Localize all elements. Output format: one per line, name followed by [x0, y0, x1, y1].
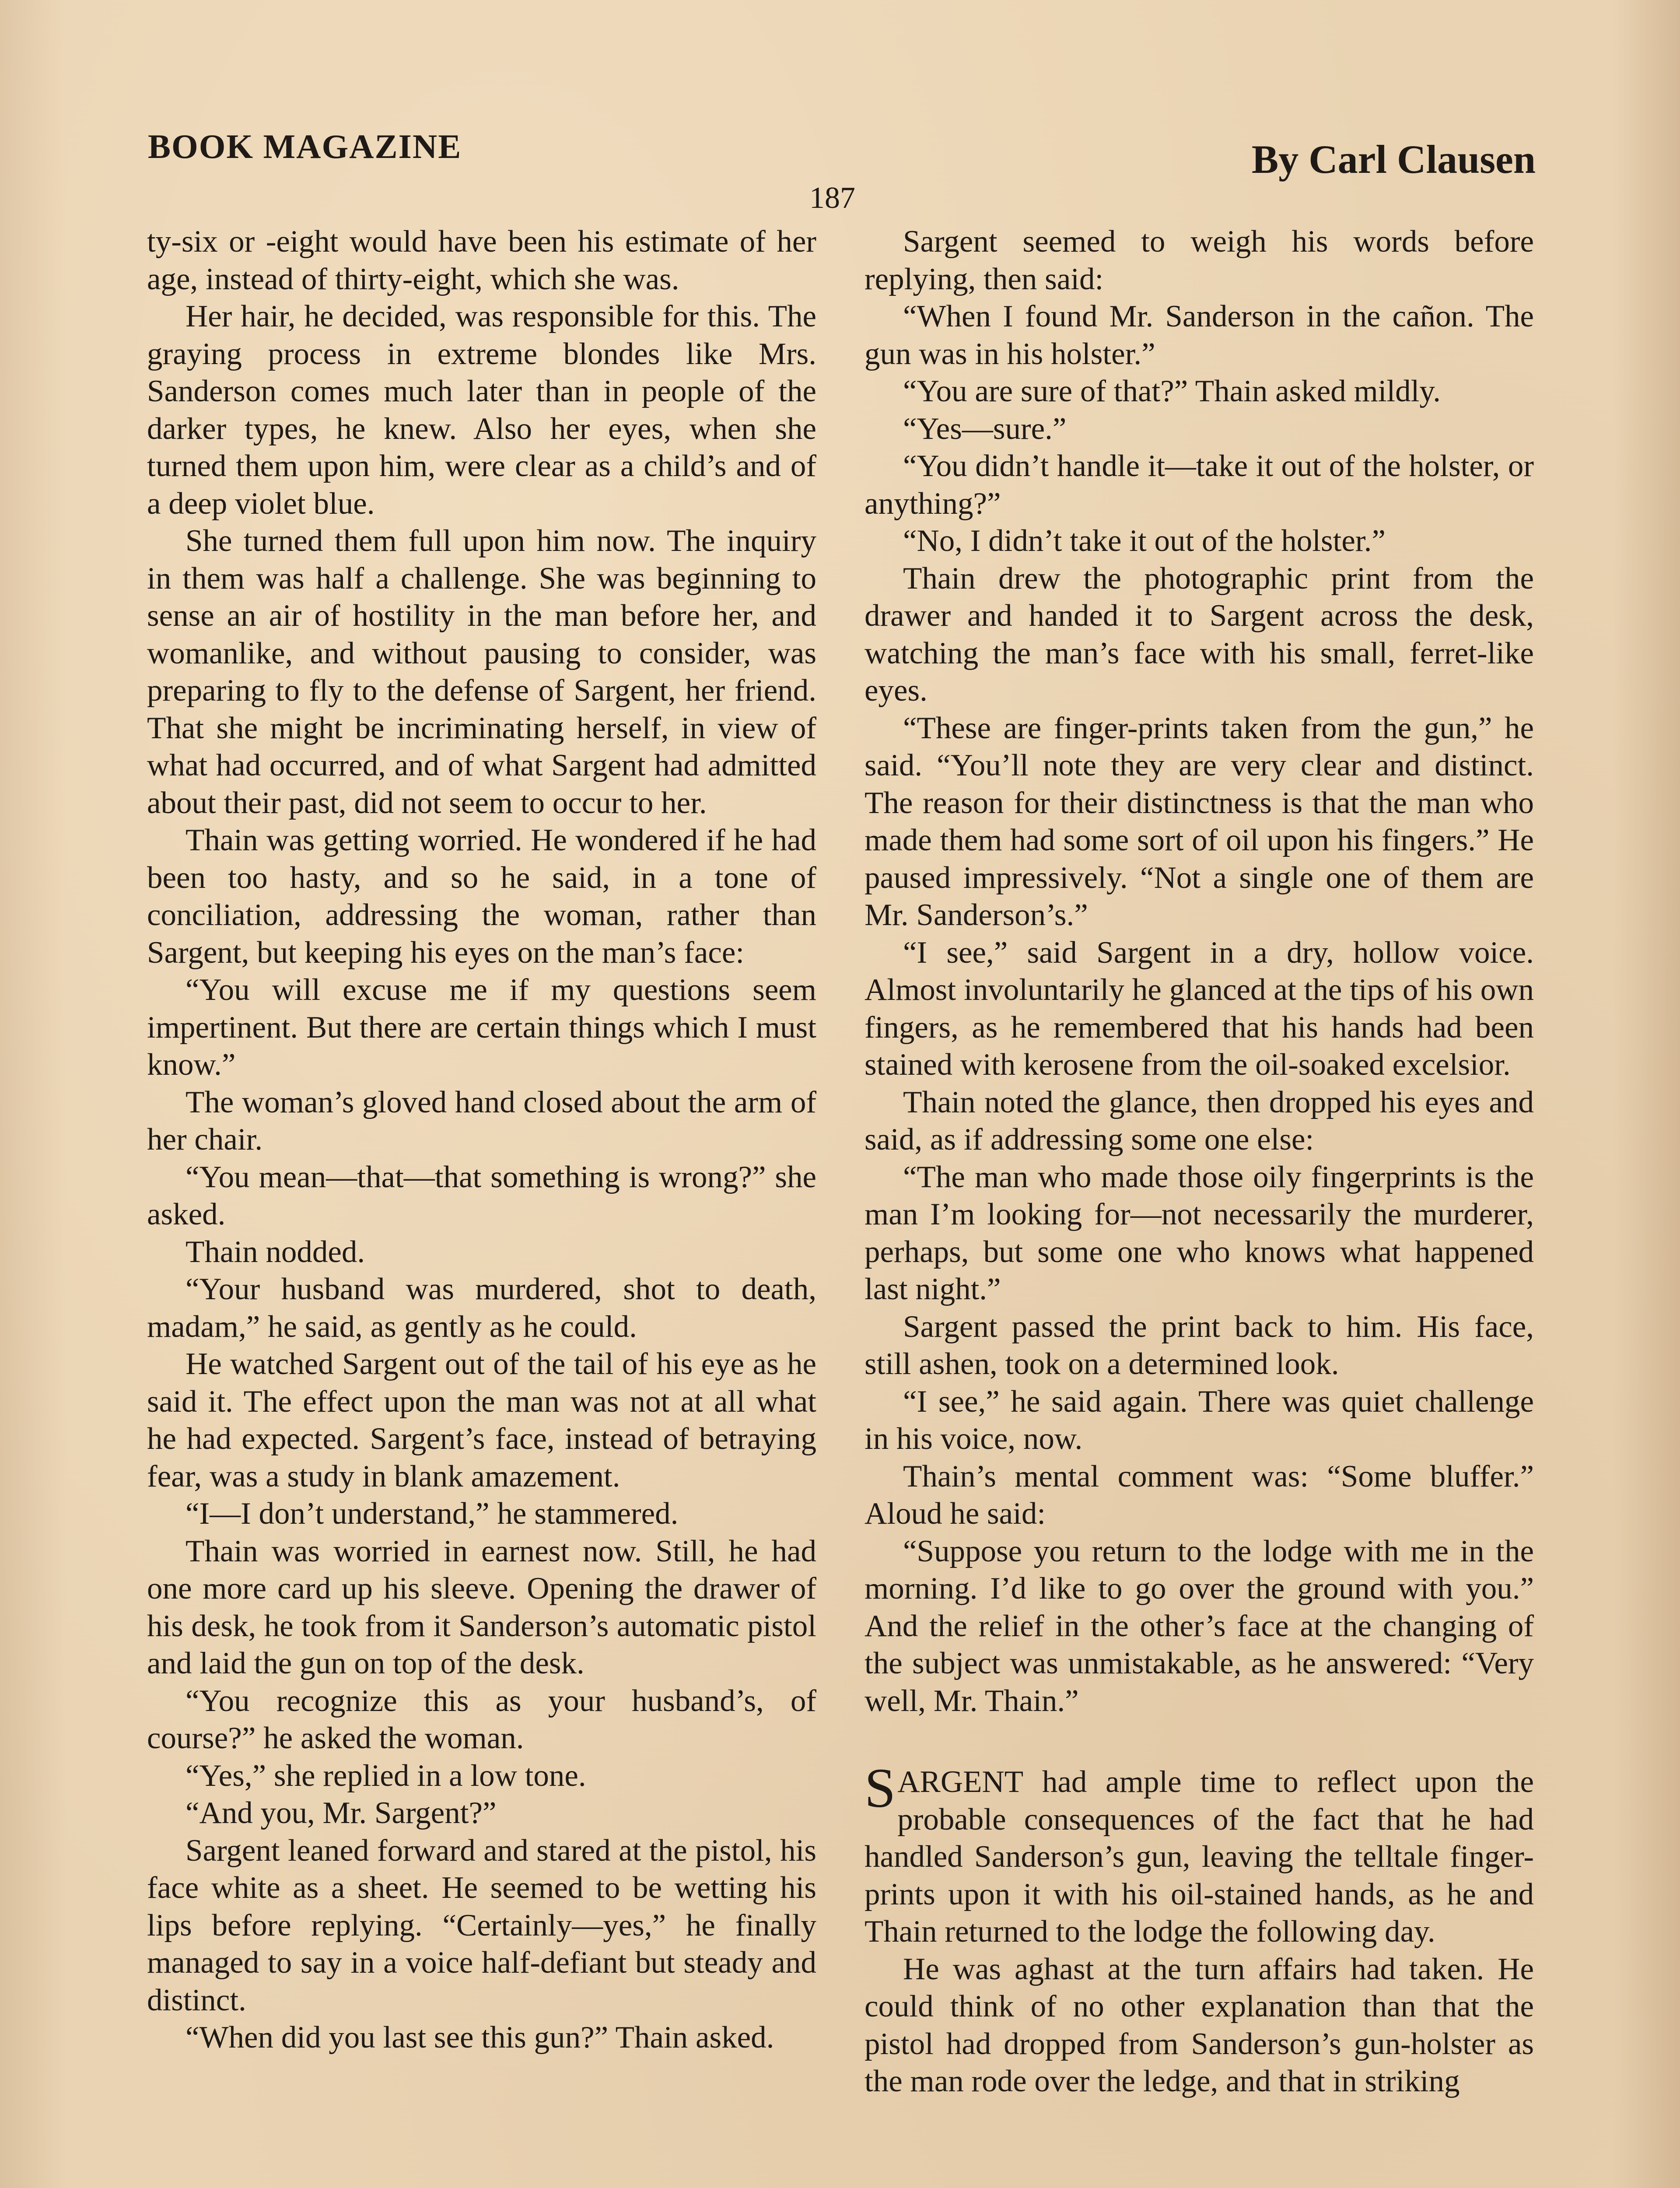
- paragraph: “Yes,” she replied in a low tone.: [186, 1758, 586, 1793]
- drop-cap: S: [864, 1757, 896, 1819]
- paragraph: Thain’s mental comment was: “Some bluffer.” Aloud he said:: [864, 1459, 1534, 1531]
- paragraph: “You mean—that—that something is wrong?” she asked.: [147, 1160, 816, 1231]
- paragraph: Sargent seemed to weigh his words before replying, then said:: [864, 224, 1534, 296]
- paragraph: “You will excuse me if my questions seem impertinent. But there are certain things which I must know.”: [147, 973, 816, 1082]
- paragraph: Sargent passed the print back to him. His face, still ashen, took on a determined look.: [864, 1309, 1534, 1381]
- paragraph: “And you, Mr. Sargent?”: [186, 1796, 497, 1830]
- running-header-magazine: BOOK MAGAZINE: [148, 127, 462, 165]
- paragraph: She turned them full upon him now. The inquiry in them was half a challenge. She was beginning to sense an air of hostility in the man before her, and womanlike, and without pausing to consider, was preparing to fly to the defense of Sargent, her friend. That she might be incriminating herself, in view of what had occurred, and of what Sargent had admitted about their past, did not seem to occur to her.: [147, 524, 816, 820]
- paragraph: “You didn’t handle it—take it out of the holster, or anything?”: [864, 449, 1534, 521]
- paragraph: Her hair, he decided, was responsible for this. The graying process in extreme blondes like Mrs. Sanderson comes much later than in people of the darker types, he knew. Also her eyes, when she turned them upon him, were clear as a child’s and of a deep violet blue.: [147, 299, 816, 521]
- paragraph: Sargent leaned forward and stared at the pistol, his face white as a sheet. He seemed to be wetting his lips before replying. “Certainly—yes,” he finally managed to say in a voice half-defiant but steady and distinct.: [147, 1833, 816, 2017]
- page-number: 187: [809, 181, 855, 215]
- paragraph: “I—I don’t understand,” he stammered.: [186, 1497, 679, 1531]
- paragraph: “No, I didn’t take it out of the holster.”: [903, 524, 1386, 558]
- running-header-author: By Carl Clausen: [1251, 137, 1536, 182]
- paragraph: Thain noted the glance, then dropped his eyes and said, as if addressing some one else:: [864, 1085, 1534, 1157]
- paragraph: “Suppose you return to the lodge with me in the morning. I’d like to go over the ground with you.” And the relief in the other’s face at the changing of the subject was unmistakable, as he answered: “Very well, Mr. Thain.”: [864, 1534, 1534, 1718]
- paragraph: Thain was worried in earnest now. Still, he had one more card up his sleeve. Opening the drawer of his desk, he took from it Sanderson’s automatic pistol and laid the gun on top of the desk.: [147, 1534, 816, 1680]
- small-caps-word: ARGENT: [897, 1765, 1024, 1799]
- paragraph: “You are sure of that?” Thain asked mildly.: [903, 374, 1441, 408]
- paragraph: “The man who made those oily fingerprints is the man I’m looking for—not necessarily the murderer, perhaps, but some one who knows what happened last night.”: [864, 1160, 1534, 1306]
- paragraph: Thain was getting worried. He wondered if he had been too hasty, and so he said, in a tone of conciliation, addressing the woman, rather than Sargent, but keeping his eyes on the man’s face:: [147, 823, 816, 970]
- paragraph: He was aghast at the turn affairs had taken. He could think of no other explanation than that the pistol had dropped from Sanderson’s gun-holster as the man rode over the ledge, and that in striking: [864, 1952, 1534, 2098]
- paragraph: Thain nodded.: [186, 1234, 365, 1269]
- paragraph: Thain drew the photographic print from the drawer and handed it to Sargent across the desk, watching the man’s face with his small, ferret-like eyes.: [864, 561, 1534, 708]
- paragraph: “I see,” he said again. There was quiet challenge in his voice, now.: [864, 1384, 1534, 1456]
- paragraph: “These are finger-prints taken from the gun,” he said. “You’ll note they are very clear and distinct. The reason for their distinctness is that the man who made them had some sort of oil upon his fingers.” He paused impressively. “Not a single one of them are Mr. Sanderson’s.”: [864, 711, 1534, 932]
- paragraph: “When did you last see this gun?” Thain asked.: [186, 2020, 774, 2055]
- paragraph: “Your husband was murdered, shot to death, madam,” he said, as gently as he could.: [147, 1272, 816, 1344]
- paragraph: The woman’s gloved hand closed about the arm of her chair.: [147, 1085, 816, 1157]
- paragraph: “You recognize this as your husband’s, of course?” he asked the woman.: [147, 1683, 816, 1755]
- right-column: [864, 223, 1534, 2100]
- paragraph: “Yes—sure.”: [903, 411, 1067, 446]
- paragraph: He watched Sargent out of the tail of his eye as he said it. The effect upon the man was not at all what he had expected. Sargent’s face, instead of betraying fear, was a study in blank amazement.: [147, 1347, 816, 1494]
- paragraph-text: had ample time to reflect upon the probable consequences of the fact that he had handled Sanderson’s gun, leaving the telltale finger-prints upon it with his oil-stained hands, as he and Thain returned to the lodge the following day.: [864, 1765, 1534, 1949]
- paragraph: ty-six or -eight would have been his estimate of her age, instead of thirty-eight, which she was.: [147, 224, 816, 296]
- section-opening-paragraph: [864, 1757, 1534, 1951]
- paragraph: “When I found Mr. Sanderson in the cañon. The gun was in his holster.”: [864, 299, 1534, 371]
- paragraph: “I see,” said Sargent in a dry, hollow voice. Almost involuntarily he glanced at the tips of his own fingers, as he remembered that his hands had been stained with kerosene from the oil-soaked excelsior.: [864, 935, 1534, 1082]
- left-column: [147, 223, 816, 2057]
